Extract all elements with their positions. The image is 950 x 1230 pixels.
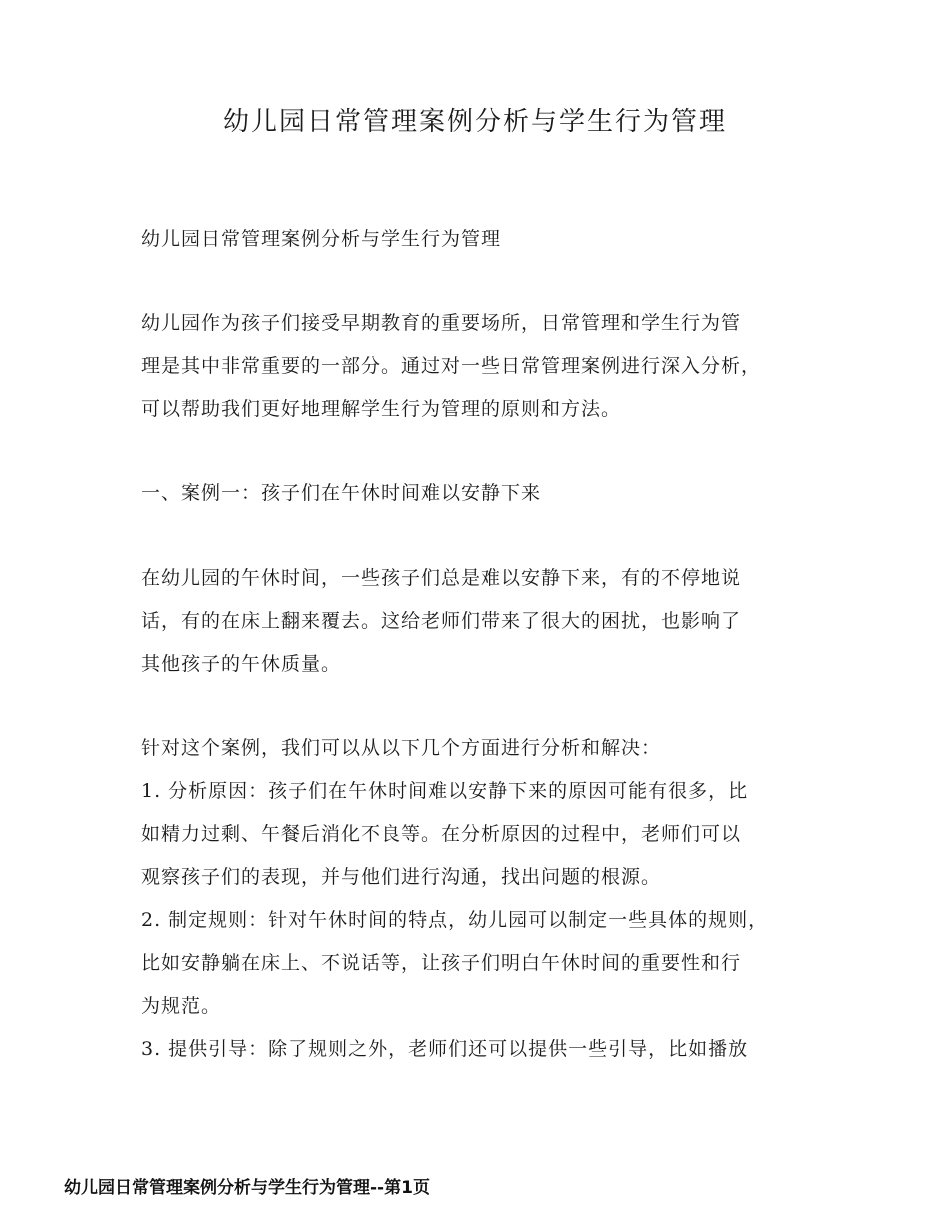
case-description-line: 在幼儿园的午休时间，一些孩子们总是难以安静下来，有的不停地说 xyxy=(141,567,742,589)
intro-line: 理是其中非常重要的一部分。通过对一些日常管理案例进行深入分析， xyxy=(141,355,762,377)
analysis-line: 为规范。 xyxy=(141,995,222,1017)
analysis-line: 如精力过剩、午餐后消化不良等。在分析原因的过程中，老师们可以 xyxy=(141,823,742,845)
analysis-line: 1. 分析原因：孩子们在午休时间难以安静下来的原因可能有很多，比 xyxy=(141,780,749,802)
intro-paragraph xyxy=(141,302,841,431)
document-subtitle: 幼儿园日常管理案例分析与学生行为管理 xyxy=(141,228,502,250)
intro-line: 幼儿园作为孩子们接受早期教育的重要场所，日常管理和学生行为管 xyxy=(141,312,742,334)
case-heading: 一、案例一：孩子们在午休时间难以安静下来 xyxy=(141,482,542,504)
case-description-line: 其他孩子的午休质量。 xyxy=(141,653,342,675)
case-description-line: 话，有的在床上翻来覆去。这给老师们带来了很大的困扰，也影响了 xyxy=(141,610,742,632)
analysis-line: 3. 提供引导：除了规则之外，老师们还可以提供一些引导，比如播放 xyxy=(141,1038,749,1060)
intro-line: 可以帮助我们更好地理解学生行为管理的原则和方法。 xyxy=(141,398,622,420)
analysis-line: 观察孩子们的表现，并与他们进行沟通，找出问题的根源。 xyxy=(141,866,662,888)
analysis-line: 比如安静躺在床上、不说话等，让孩子们明白午休时间的重要性和行 xyxy=(141,952,742,974)
analysis-line: 针对这个案例，我们可以从以下几个方面进行分析和解决： xyxy=(141,737,662,759)
case-description xyxy=(141,557,841,686)
document-title: 幼儿园日常管理案例分析与学生行为管理 xyxy=(222,107,727,137)
analysis-section xyxy=(141,727,841,1071)
analysis-line: 2. 制定规则：针对午休时间的特点，幼儿园可以制定一些具体的规则， xyxy=(141,909,769,931)
page-footer: 幼儿园日常管理案例分析与学生行为管理--第1页 xyxy=(64,1178,430,1198)
